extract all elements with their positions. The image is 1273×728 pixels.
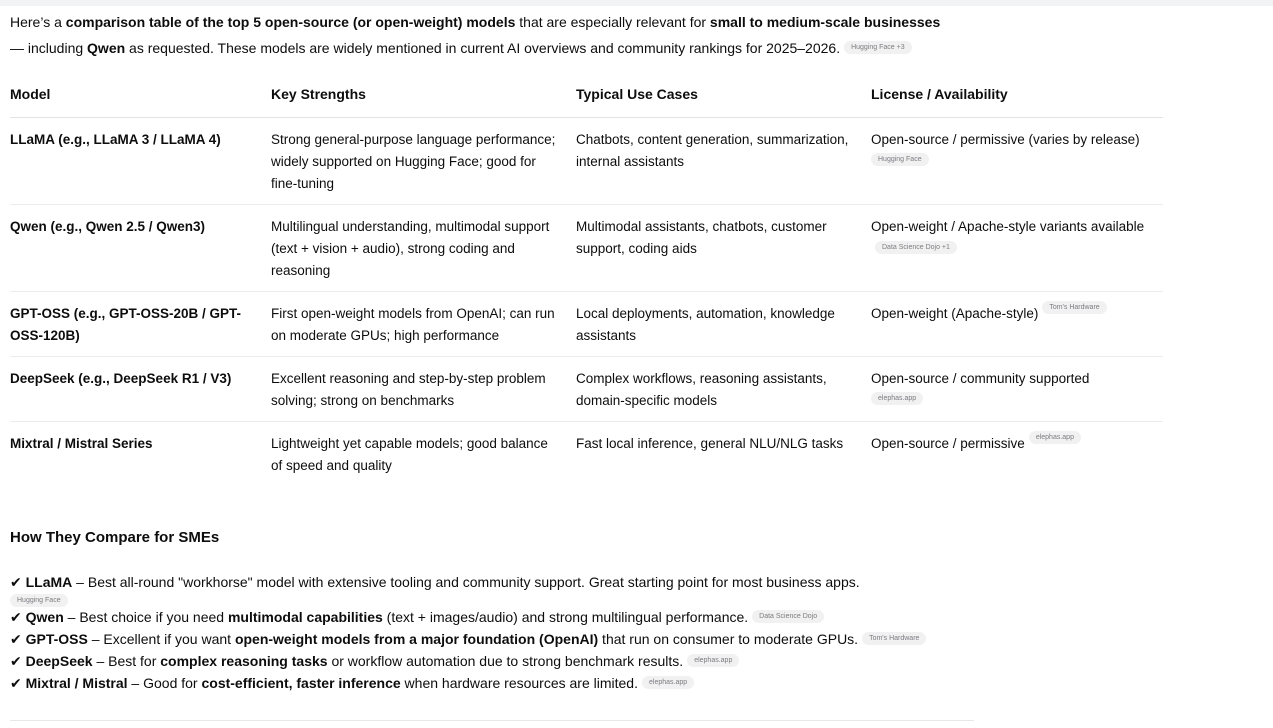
intro-text: as requested. These models are widely mentioned in current AI overviews and community rankings for 2025–2026.	[125, 40, 841, 56]
item-model-name: LLaMA	[25, 574, 73, 590]
intro-line-1	[10, 11, 1150, 33]
item-text: or workflow automation due to strong benchmark results.	[327, 653, 684, 669]
cell-model: DeepSeek (e.g., DeepSeek R1 / V3)	[10, 357, 271, 422]
column-header-license: License / Availability	[871, 83, 1163, 118]
intro-bold: comparison table of the top 5 open-source (or open-weight) models	[65, 14, 516, 30]
item-text: – Excellent if you want	[87, 631, 235, 647]
cell-license	[871, 118, 1163, 205]
license-text: Open-source / permissive (varies by release)	[871, 132, 1140, 147]
license-text: Open-weight / Apache-style variants available	[871, 219, 1145, 234]
column-header-use-cases: Typical Use Cases	[576, 83, 871, 118]
source-chip[interactable]: elephas.app	[1029, 431, 1081, 444]
license-text: Open-source / community supported	[871, 371, 1090, 386]
checkmark-icon: ✔	[10, 609, 22, 625]
table-header-row	[10, 83, 1163, 118]
cell-use-cases: Fast local inference, general NLU/NLG tasks	[576, 436, 844, 451]
cell-model: Mixtral / Mistral Series	[10, 436, 153, 451]
cell-license	[871, 357, 1163, 422]
chat-response	[0, 11, 1273, 694]
item-text: that run on consumer to moderate GPUs.	[598, 631, 859, 647]
source-chip[interactable]: elephas.app	[642, 676, 694, 689]
checkmark-icon: ✔	[10, 653, 22, 669]
cell-model: LLaMA (e.g., LLaMA 3 / LLaMA 4)	[10, 118, 271, 205]
license-text: Open-source / permissive	[871, 436, 1025, 451]
intro-line-2	[10, 37, 1150, 59]
cell-use-cases: Chatbots, content generation, summarization, internal assistants	[576, 118, 871, 205]
cell-use-cases: Multimodal assistants, chatbots, customer support, coding aids	[576, 205, 871, 292]
source-chip[interactable]: Hugging Face +3	[844, 41, 912, 54]
cell-license	[871, 205, 1163, 292]
cell-strengths: First open-weight models from OpenAI; can run on moderate GPUs; high performance	[271, 292, 576, 357]
item-bold-text: complex reasoning tasks	[160, 653, 328, 669]
compare-list	[10, 571, 1273, 694]
list-item	[10, 606, 1273, 628]
intro-paragraph	[10, 11, 1150, 59]
checkmark-icon: ✔	[10, 574, 22, 590]
table-row	[10, 118, 1163, 205]
cell-license	[871, 422, 1163, 487]
table-row	[10, 422, 1163, 487]
top-strip	[0, 0, 1273, 6]
cell-strengths: Multilingual understanding, multimodal support (text + vision + audio), strong coding and reasoning	[271, 205, 576, 292]
cell-model: GPT-OSS (e.g., GPT-OSS-20B / GPT-OSS-120B)	[10, 292, 271, 357]
item-bold-text: open-weight models from a major foundation (OpenAI)	[234, 631, 599, 647]
cell-license	[871, 292, 1163, 357]
checkmark-icon: ✔	[10, 631, 22, 647]
intro-bold: Qwen	[87, 40, 126, 56]
intro-bold: small to medium-scale businesses	[709, 14, 941, 30]
item-text: – Good for	[127, 675, 202, 691]
item-bold-text: cost-efficient, faster inference	[201, 675, 401, 691]
item-text: – Best all-round "workhorse" model with extensive tooling and community support. Great starting point for most business apps.	[72, 574, 860, 590]
source-chip[interactable]: elephas.app	[687, 654, 739, 667]
source-chip[interactable]: Tom's Hardware	[1042, 301, 1106, 314]
list-item	[10, 650, 1273, 672]
item-model-name: GPT-OSS	[25, 631, 88, 647]
item-model-name: Mixtral / Mistral	[25, 675, 128, 691]
item-text: – Best choice if you need	[63, 609, 228, 625]
intro-text: Here’s a	[10, 14, 66, 30]
intro-text: — including	[10, 40, 88, 56]
list-item	[10, 628, 1273, 650]
item-model-name: DeepSeek	[25, 653, 93, 669]
item-text: when hardware resources are limited.	[400, 675, 638, 691]
license-text: Open-weight (Apache-style)	[871, 306, 1039, 321]
intro-text: that are especially relevant for	[515, 14, 710, 30]
cell-model: Qwen (e.g., Qwen 2.5 / Qwen3)	[10, 205, 271, 292]
table-row	[10, 357, 1163, 422]
chip-line	[10, 592, 1273, 606]
checkmark-icon: ✔	[10, 675, 22, 691]
column-header-model: Model	[10, 83, 271, 118]
item-text: (text + images/audio) and strong multilingual performance.	[382, 609, 749, 625]
source-chip[interactable]: elephas.app	[871, 392, 923, 405]
table-row	[10, 292, 1163, 357]
item-model-name: Qwen	[25, 609, 64, 625]
item-text: – Best for	[92, 653, 161, 669]
list-item	[10, 672, 1273, 694]
cell-strengths: Strong general-purpose language performance; widely supported on Hugging Face; good for fine-tuning	[271, 118, 576, 205]
source-chip[interactable]: Hugging Face	[871, 153, 929, 166]
cell-strengths: Excellent reasoning and step-by-step problem solving; strong on benchmarks	[271, 357, 576, 422]
source-chip[interactable]: Data Science Dojo	[752, 610, 824, 623]
table-row	[10, 205, 1163, 292]
list-item	[10, 571, 1273, 606]
cell-use-cases: Complex workflows, reasoning assistants, domain-specific models	[576, 357, 871, 422]
cell-strengths: Lightweight yet capable models; good balance of speed and quality	[271, 436, 548, 473]
divider	[10, 720, 974, 721]
source-chip[interactable]: Tom's Hardware	[862, 632, 926, 645]
column-header-strengths: Key Strengths	[271, 83, 576, 118]
cell-use-cases: Local deployments, automation, knowledge assistants	[576, 292, 871, 357]
source-chip[interactable]: Hugging Face	[10, 594, 68, 607]
comparison-table	[10, 83, 1163, 486]
item-bold-text: multimodal capabilities	[227, 609, 383, 625]
compare-heading: How They Compare for SMEs	[10, 529, 220, 546]
source-chip[interactable]: Data Science Dojo +1	[875, 241, 957, 254]
